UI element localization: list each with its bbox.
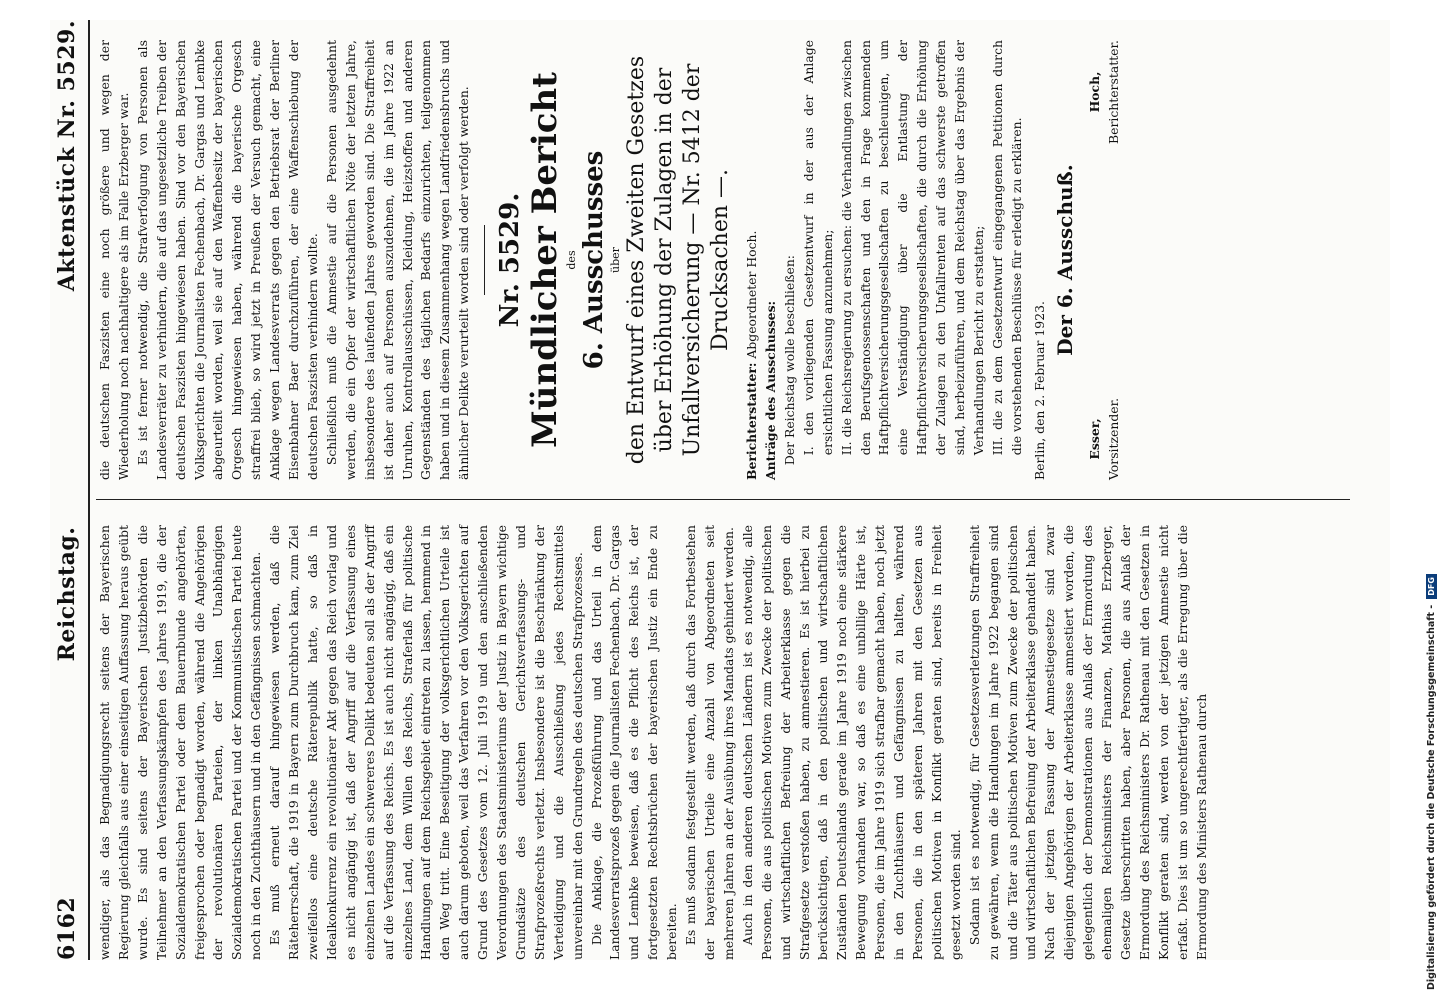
committee-signoff: Der 6. Ausschuß. xyxy=(1052,164,1077,356)
header-rule xyxy=(88,20,90,960)
list-item: II. die Reichsregierung zu ersuchen: die Verhandlungen zwischen den Berufsgenossenschaften und den in Frage kommenden Haftpflichtversicherungsgesellschaften zu beschleunigen, um eine Verständigung über die Entlastung der Haftpflichtversicherungsgesellschaften, die durch die Erhöhung der Zulagen zu den Unfallrenten auf das schwerste getroffen sind, herbeizuführen, und dem Reichstag über das Ergebnis der Verhandlungen Bericht zu erstatten; xyxy=(838,40,986,456)
paragraph: Es muß erneut darauf hingewiesen werden, daß die Räteherrschaft, die 1919 in Bayern zum Durchbruch kam, zum Ziel zweifellos eine deutsche Räterepublik hatte, so daß in Idealkonkurrenz ein revolutionärer Akt gegen das Reich vorlag und es nicht angängig ist, daß der Angriff auf die Verfassung eines einzelnen Landes ein schwereres Delikt bedeuten soll als der Angriff auf die Verfassung des Reichs. Es ist auch nicht angängig, daß ein einzelnes Land, dem Willen des Reichs, Straferlaß für politische Handlungen auf dem Reichsgebiet eintreten zu lassen, hemmend in den Weg tritt. Eine Beseitigung der volksgerichtlichen Urteile ist auch darum geboten, weil das Verfahren vor den Volksgerichten auf Grund des Gesetzes vom 12. Juli 1919 und den anschließenden Verordnungen des Staatsministeriums der Justiz in Bayern wichtige Grundsätze des deutschen Gerichtsverfassungs- und Strafprozeßrechts verletzt. Insbesondere ist die Beschränkung der Verteidigung und die Ausschließung jedes Rechtsmittels unvereinbar mit den Grundregeln des deutschen Strafprozesses. xyxy=(267,525,585,960)
list-item: III. die zu dem Gesetzentwurf eingegangenen Petitionen durch die vorstehenden Beschlüsse für erledigt zu erklären. xyxy=(989,40,1024,456)
ueber-label: über xyxy=(609,247,623,273)
right-column xyxy=(96,40,1123,480)
motions-intro: Der Reichstag wolle beschließen: xyxy=(781,255,797,466)
report-subject: den Entwurf eines Zweiten Gesetzes über Erhöhung der Zulagen in der Unfallversicherung — Nr. 5412 der Drucksachen —. xyxy=(624,55,734,465)
paragraph: Die Anklage, die Prozeßführung und das Urteil in dem Landesverratsprozeß gegen die Journalisten Fechenbach, Dr. Gargas und Lembke beweisen, daß es die Pflicht des Reichs ist, der fortgesetzten Rechtsbrüchen der bayerischen Justiz ein Ende zu bereiten. xyxy=(588,525,680,960)
report-number: Nr. 5529. xyxy=(495,192,526,328)
motions-heading: Anträge des Ausschusses: xyxy=(763,300,779,480)
paragraph: wendiger, als das Begnadigungsrecht seitens der Bayerischen Regierung gleichfalls aus einer einseitigen Auffassung heraus geübt wurde. Es sind seitens der Bayerischen Justizbehörden die Teilnehmer an den Verfassungskämpfen des Jahres 1919, die der Sozialdemokratischen Partei oder dem Bauernbunde angehörten, freigesprochen oder begnadigt worden, während die Angehörigen der revolutionären Parteien, der linken Unabhängigen Sozialdemokratischen Partei und der Kommunistischen Partei heute noch in den Zuchthäusern und in den Gefängnissen schmachten. xyxy=(97,525,264,960)
dfg-logo: DFG xyxy=(1426,574,1437,599)
rapporteur-role: Berichterstatter. xyxy=(1105,40,1121,144)
rapporteur-label: Berichterstatter: xyxy=(744,362,760,480)
column-divider xyxy=(96,499,1350,500)
chair-name: Esser, xyxy=(1086,418,1102,460)
paragraph: Sodann ist es notwendig, für Gesetzesverletzungen Straffreiheit zu gewähren, wenn die Handlungen im Jahre 1922 begangen sind und die Täter aus politischen Motiven zum Zwecke der politischen und wirtschaftlichen Befreiung der Arbeiterklasse gehandelt haben. Nach der jetzigen Fassung der Amnestiegesetze sind zwar diejenigen Angehörigen der Arbeiterklasse amnestiert worden, die gelegentlich der Demonstrationen aus Anlaß der Ermordung des ehemaligen Reichsministers der Finanzen, Mathias Erzberger, Gesetze überschritten haben, aber Personen, die aus Anlaß der Ermordung des Reichsministers Dr. Rathenau mit den Gesetzen in Konflikt geraten sind, werden von der jetzigen Amnestie nicht erfaßt. Dies ist um so ungerechtfertigter, als die Erregung über die Ermordung des Ministers Rathenau durch xyxy=(966,525,1209,960)
header-center: Reichstag. xyxy=(54,526,80,662)
digitization-note xyxy=(1426,574,1437,990)
committee-name: 6. Ausschusses xyxy=(579,150,610,370)
paragraph: die deutschen Faszisten eine noch größere und wegen der Wiederholung noch nachhaltigere als im Falle Erzberger war. xyxy=(97,40,131,480)
paragraph: Es ist ferner notwendig, die Strafverfolgung von Personen als Landesverräter zu verhindern, die auf das ungesetzliche Treiben der deutschen Faszisten hingewiesen haben. Sind vor den Bayerischen Volksgerichten die Journalisten Fechenbach, Dr. Gargas und Lembke abgeurteilt worden, weil sie auf den Waffenbesitz der bayerischen Orgesch hingewiesen haben, während die bayerische Orgesch straffrei blieb, so wird jetzt in Preußen der Versuch gemacht, eine Anklage wegen Landesverrats gegen den Betriebsrat der Berliner Eisenbahner Baer durchzuführen, der eine Waffenschiebung der deutschen Faszisten verhindern wollte. xyxy=(134,40,320,480)
rapporteur-value: Abgeordneter Hoch. xyxy=(744,230,760,359)
rapporteur-name: Hoch, xyxy=(1086,71,1102,113)
paragraph: Auch in den anderen deutschen Ländern ist es notwendig, alle Personen, die aus politischen Motiven zum Zwecke der politischen und wirtschaftlichen Befreiung der Arbeiterklasse gegen die Strafgesetze verstoßen haben, zu amnestieren. Es ist hierbei zu berücksichtigen, daß in den politischen und wirtschaftlichen Zuständen Deutschlands gerade im Jahre 1919 noch eine stärkere Bewegung vorhanden war, so daß es eine unbillige Härte ist, Personen, die im Jahre 1919 sich strafbar gemacht haben, noch jetzt in den Zuchthäusern und Gefängnissen zu halten, während Personen, die in den späteren Jahren mit den Gesetzen aus politischen Motiven in Konflikt geraten sind, bereits in Freiheit gesetzt worden sind. xyxy=(739,525,963,960)
digitization-text: Digitalisierung gefördert durch die Deutsche Forschungsgemeinschaft - xyxy=(1426,604,1437,990)
report-title: Mündlicher Bericht xyxy=(525,72,566,448)
section-rule xyxy=(484,225,485,295)
list-item: I. den vorliegenden Gesetzentwurf in der aus der Anlage ersichtlichen Fassung anzunehmen; xyxy=(800,40,835,456)
page-header xyxy=(50,20,84,960)
paragraph: Es muß sodann festgestellt werden, daß durch das Fortbestehen der bayerischen Urteile eine Anzahl von Abgeordneten seit mehreren Jahren an der Ausübung ihres Mandats gehindert werden. xyxy=(683,525,736,960)
rapporteur-signature xyxy=(1086,40,1124,144)
rapporteur-line xyxy=(743,40,762,480)
motions-list xyxy=(800,40,1027,480)
signature-block xyxy=(1086,40,1124,480)
page-number: 6162 xyxy=(54,896,80,960)
document-page xyxy=(50,20,1390,960)
paragraph: Schließlich muß die Amnestie auf die Personen ausgedehnt werden, die ein Opfer der wirtschaftlichen Nöte der letzten Jahre, insbesondere des laufenden Jahres geworden sind. Die Straffreiheit ist daher auch auf Personen auszudehnen, die im Jahre 1922 an Unruhen, Kontrollausschüssen, Kleidung, Heizstoffen und anderen Gegenständen des täglichen Bedarfs einzurichten, teilgenommen haben und in diesem Zusammenhang wegen Landfriedensbruchs und ähnlicher Delikte verurteilt worden sind oder verfolgt werden. xyxy=(323,40,472,480)
chair-signature xyxy=(1086,398,1124,480)
header-document-number: Aktenstück Nr. 5529. xyxy=(54,20,80,292)
chair-role: Vorsitzender. xyxy=(1105,397,1121,480)
date-line: Berlin, den 2. Februar 1923. xyxy=(1031,301,1047,480)
left-column xyxy=(96,525,1211,960)
des-label: des xyxy=(565,250,579,270)
